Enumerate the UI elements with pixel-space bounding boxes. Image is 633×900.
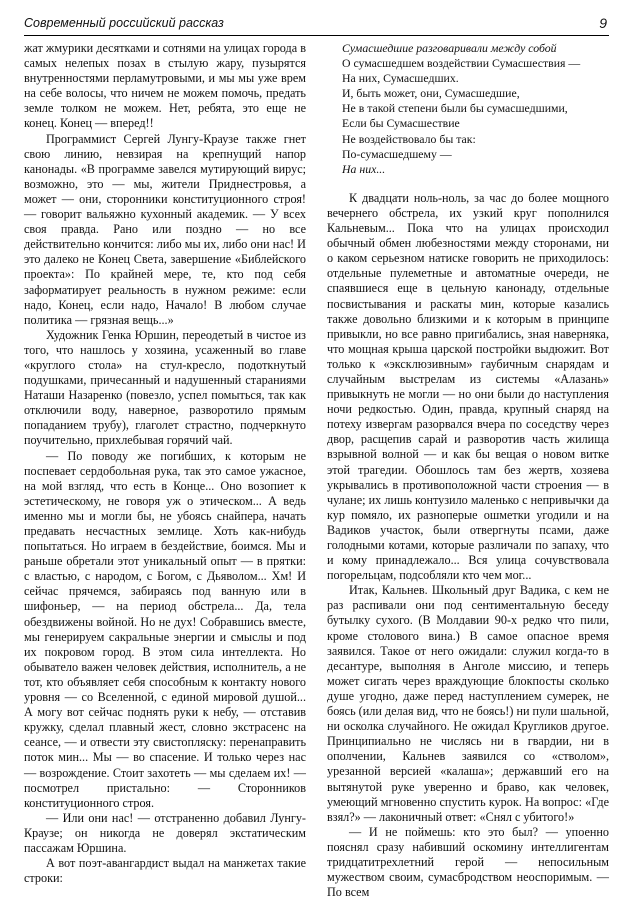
paragraph: — И не поймешь: кто это был? — упоенно пояснял сразу набивший оскомину интеллигентам тридцатитрехлетний герой — непосильным мужеством своим, сумасбродством неоспоримым. — По всем	[327, 824, 609, 900]
paragraph: К двадцати ноль-ноль, за час до более мощного вечернего обстрела, их узкий круг пополнился Кальневым... Пока что на улицах происходил обычный обмен любезностями между сторонами, ни о каком серьезном натиске говорить не приходилось: отдельные пулеметные и автоматные очереди, не спаявшиеся еще в цельную канонаду, отдельные посвистывания и раскаты мин, которые казались также довольно близкими и к которым в принципе привыкли, но все равно пригибались, зная наверняка, что мощная крыша царской постройки выдюжит. Вот только к «эксклюзивным» гаубичным снарядам и случайным выстрелам из системы «Алазань» привыкнуть не могли — но они были до наступления ночи редкостью. Один, правда, крупный снаряд на потеху извергам разорвался вчера по соседству через двор, расщепив сарай и разворотив часть жилища взрывной волной — и как бы вещая о новом витке этой трагедии. Обошлось там без жертв, хозяева укрывались в противоположной части строения — в чулане; их лишь контузило маленько с непривычки да кур помяло, их разноперые ошметки угодили и на Вадиков участок, были отвергнуты псами, даже голодными котами, которые различали по запаху, что и кому принадлежало... Вся улица сочувствовала погорельцам, подсобляли кто чем мог...	[327, 190, 609, 583]
right-column	[327, 41, 609, 900]
poem-line: О сумасшедшем воздействии Сумасшествия —	[342, 56, 581, 71]
paragraph: А вот поэт-авангардист выдал на манжетах такие строки:	[24, 856, 306, 886]
poem-line: По-сумасшедшему —	[342, 146, 452, 161]
page-number: 9	[599, 15, 607, 31]
left-column	[24, 41, 306, 886]
poem	[342, 41, 609, 177]
poem-line: Не воздействовало бы так:	[342, 131, 476, 146]
page-header	[24, 14, 609, 34]
poem-line: Если бы Сумасшествие	[342, 116, 460, 131]
paragraph: жат жмурики десятками и сотнями на улицах города в самых нелепых позах в стылую жару, пузырятся внутренностями перламутровыми, и мы мы уже врем на себе волосы, что ничем не можем помочь, предать земле толком не можем. Нет, ребята, это еще не конец. Конец — вперед!!	[24, 41, 306, 131]
paragraph: — По поводу же погибших, к которым не поспевает сердобольная рука, так это самое ужасное, на мой взгляд, что есть в Конце... Оно возопиет к эстетическому, не говоря уж о этическом... А ведь именно мы и могли бы, не убоясь снайпера, начать предавать несчастных землице. Хоть как-нибудь попытаться. Но играем в бездействие, боимся. Мы и раньше обретали этот уникальный опыт — в прятки: с властью, с народом, с Богом, с Дьяволом... Хм! И сейчас прячемся, забираясь под ванную или в шифоньер, — на период обстрела... Да, тела обездвижены войной. Но не дух! Собравшись вместе, мы генерируем сакральные энергии и смыслы и под их покровом город. В этом сила интеллекта. Но обыватело важен человек действия, исполнитель, а не тот, кто объявляет себя способным к контакту нового уровня — со Вселенной, с единой мировой душой... А могу вот сейчас поднять руки к небу, — отставив кружку, сделал плавный жест, словно экстрасенс на сеансе, — и отвести эту свистопляску: перенаправить поток мин... Мы — во спасение. И только через нас — возрождение. Стоит захотеть — мы сделаем их! — посмотрел пристально: — Сторонников конституционного строя.	[24, 448, 306, 810]
poem-line: Сумасшедшие разговаривали между собой	[342, 41, 557, 55]
poem-line: На них, Сумасшедших.	[342, 71, 459, 86]
paragraph: Программист Сергей Лунгу-Краузе также гнет свою линию, невзирая на крепнущий напор канонады. «В программе завелся мутирующий вирус; возможно, это — мы, жители Приднестровья, а может — они, сторонники конституционного строя! — говорит вальяжно кухонный академик. — У всех своя правда. Рано или поздно — но все действительно кончится: либо мы их, либо они нас! И это далеко не Конец Света, завершение «Библейского проекта»: По крайней мере, те, кто под себя заформатирует реальность в нужном режиме: если надо, Конец, если надо, Начало! В любом случае политика — грязная вещь...»	[24, 131, 306, 327]
paragraph: Итак, Кальнев. Школьный друг Вадика, с кем не раз распивали они под сентиментальную беседу бутылку сухого. (В Молдавии 90-х редко что пили, кроме столового вина.) В самое опасное время заявился. Такое от него ожидали: служил когда-то в десантуре, выполняя в Анголе миссию, и теперь может сигать через враждующие блокпосты сколько душе угодно, даже перед наступлением сумерек, не боясь (или делая вид, что не боясь!) ни пули шальной, ни осколка случайного. Не ожидал Кругликов другое. Принципиально не числясь ни в гвардии, ни в ополчении, Кальнев заявился со «стволом», урезанной версией «калаша»; державший его на вытянутой руке уверенно и браво, как человек, умеющий мгновенно спустить курок. На вопрос: «Где взял?» — лаконичный ответ: «Снял с убитого!»	[327, 583, 610, 824]
poem-line: Не в такой степени были бы сумасшедшими,	[342, 101, 568, 116]
poem-line: На них...	[342, 161, 386, 176]
paragraph: — Или они нас! — отстраненно добавил Лунгу-Краузе; он никогда не доверял экстатическим пассажам Юршина.	[24, 810, 306, 855]
paragraph: Художник Генка Юршин, переодетый в чистое из того, что нашлось у хозяина, усаженный во главе «круглого стола» на стул-кресло, подоткнутый подушками, причесанный и надушенный стараниями Наташи Назаренко (повезло, успел помыться, так как отключили воду, наверное, разворотило прямым попаданием трубу), глаголет страстно, подчеркнуто поучительно, прихлебывая горячий чай.	[24, 327, 306, 448]
running-title: Современный российский рассказ	[24, 16, 224, 30]
header-rule	[24, 35, 609, 36]
poem-line: И, быть может, они, Сумасшедшие,	[342, 86, 520, 101]
